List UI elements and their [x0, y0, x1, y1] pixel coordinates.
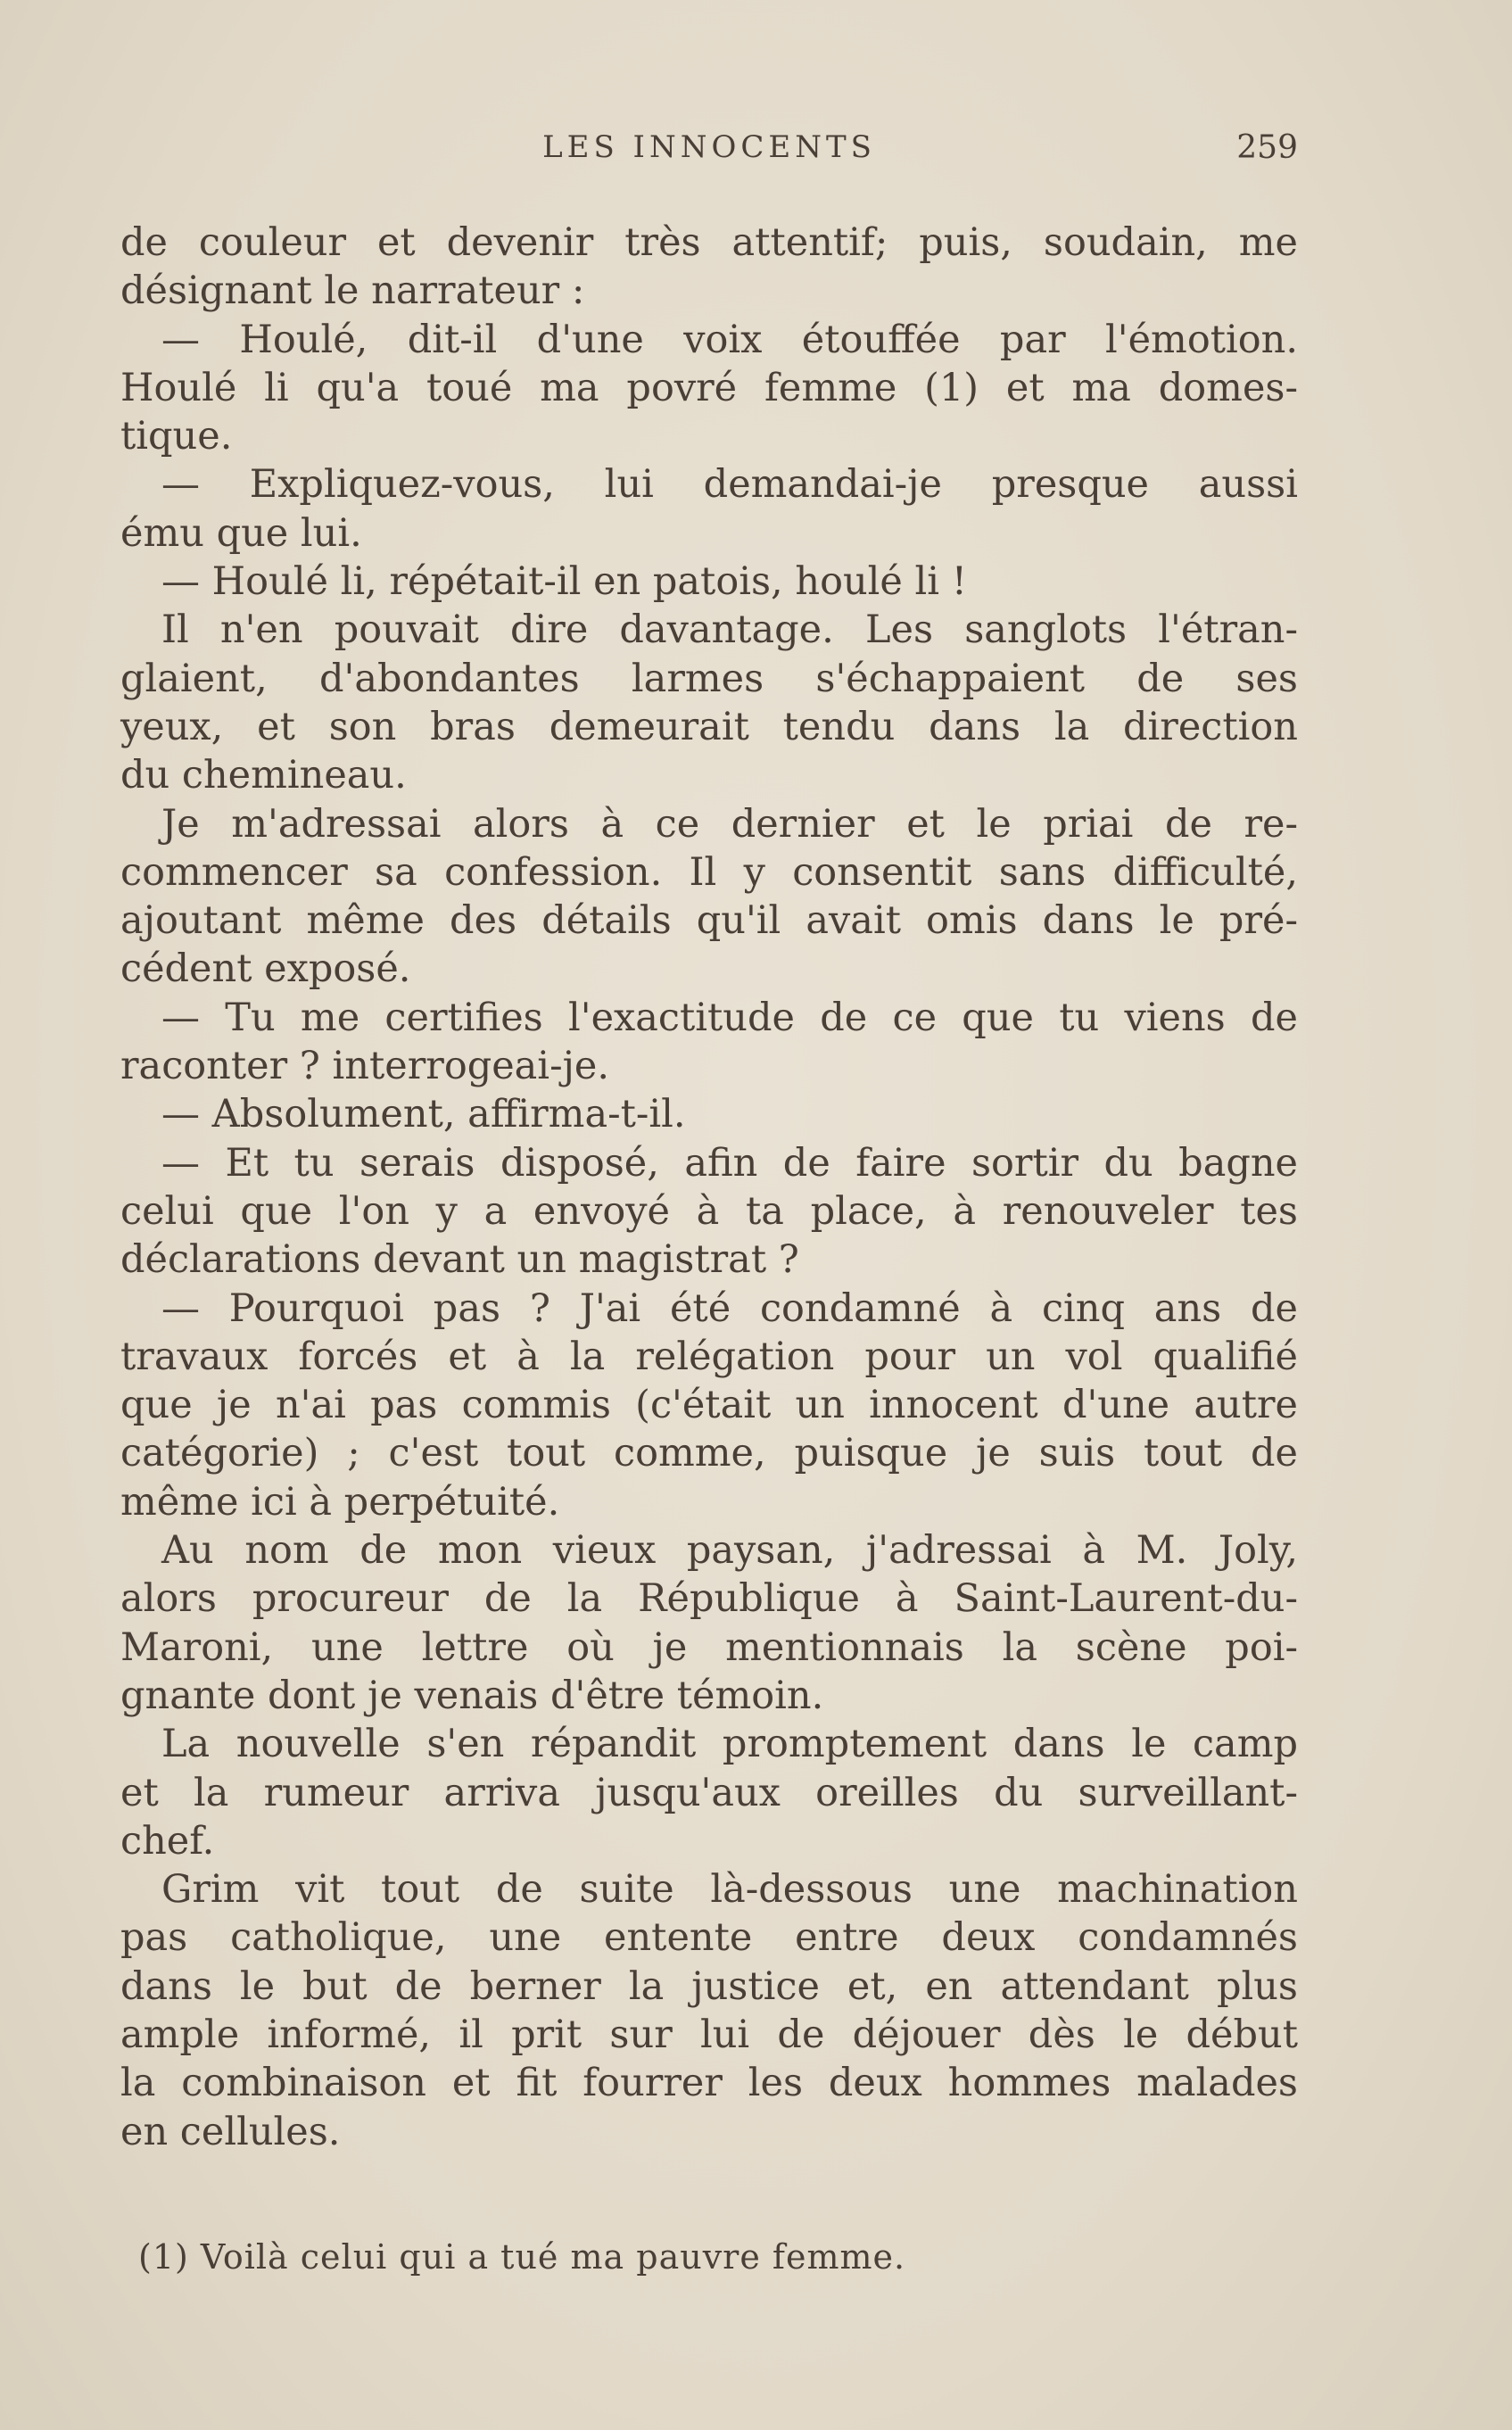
- text-line: ému que lui.: [120, 510, 362, 556]
- text-line: commencer sa confession. Il y consentit sans difficulté,: [120, 849, 1298, 895]
- running-head: LES INNOCENTS: [542, 129, 876, 165]
- text-line: — Et tu serais disposé, afin de faire sortir du bagne: [161, 1140, 1298, 1186]
- text-line: Houlé li qu'a toué ma povré femme (1) et ma domes-: [120, 365, 1298, 410]
- text-line: celui que l'on y a envoyé à ta place, à renouveler tes: [120, 1188, 1298, 1234]
- text-line: chef.: [120, 1818, 215, 1864]
- text-line: dans le but de berner la justice et, en attendant plus: [120, 1963, 1298, 2009]
- text-line: cédent exposé.: [120, 946, 411, 992]
- text-line: alors procureur de la République à Saint-Laurent-du-: [120, 1576, 1298, 1622]
- text-line: yeux, et son bras demeurait tendu dans la direction: [120, 704, 1298, 749]
- text-line: ajoutant même des détails qu'il avait omis dans le pré-: [120, 898, 1298, 944]
- text-line: travaux forcés et à la relégation pour un vol qualifié: [120, 1334, 1298, 1379]
- text-line: déclarations devant un magistrat ?: [120, 1237, 799, 1283]
- text-line: en cellules.: [120, 2109, 341, 2154]
- page-number: 259: [1236, 129, 1298, 166]
- text-line: même ici à perpétuité.: [120, 1479, 560, 1525]
- footnote: (1) Voilà celui qui a tué ma pauvre femme.: [138, 2237, 906, 2277]
- text-line: et la rumeur arriva jusqu'aux oreilles du surveillant-: [120, 1770, 1298, 1815]
- text-line: raconter ? interrogeai-je.: [120, 1044, 610, 1089]
- text-line: — Tu me certifies l'exactitude de ce que tu viens de: [161, 995, 1298, 1040]
- page-header: [120, 129, 1298, 174]
- body-text: [120, 219, 1298, 2156]
- text-line: Grim vit tout de suite là-dessous une machination: [161, 1867, 1298, 1913]
- text-line: de couleur et devenir très attentif; puis, soudain, me: [120, 220, 1298, 265]
- text-line: catégorie) ; c'est tout comme, puisque je suis tout de: [120, 1431, 1298, 1476]
- text-line: ample informé, il prit sur lui de déjouer dès le début: [120, 2012, 1298, 2057]
- text-line: Il n'en pouvait dire davantage. Les sanglots l'étran-: [161, 608, 1298, 653]
- text-line: la combinaison et fit fourrer les deux hommes malades: [120, 2061, 1298, 2106]
- text-line: — Houlé, dit-il d'une voix étouffée par l'émotion.: [161, 317, 1298, 362]
- text-line: Au nom de mon vieux paysan, j'adressai à M. Joly,: [161, 1528, 1298, 1574]
- text-line: du chemineau.: [120, 753, 407, 798]
- text-line: — Pourquoi pas ? J'ai été condamné à cinq ans de: [161, 1285, 1298, 1331]
- text-line: — Houlé li, répétait-il en patois, houlé li !: [161, 559, 967, 605]
- text-line: que je n'ai pas commis (c'était un innocent d'une autre: [120, 1383, 1298, 1428]
- text-line: tique.: [120, 414, 233, 459]
- text-line: — Absolument, affirma-t-il.: [161, 1092, 686, 1137]
- text-line: pas catholique, une entente entre deux condamnés: [120, 1915, 1298, 1961]
- text-line: — Expliquez-vous, lui demandai-je presque aussi: [161, 462, 1298, 508]
- text-line: Maroni, une lettre où je mentionnais la scène poi-: [120, 1624, 1298, 1670]
- text-line: désignant le narrateur :: [120, 269, 585, 314]
- text-line: gnante dont je venais d'être témoin.: [120, 1673, 824, 1718]
- text-line: Je m'adressai alors à ce dernier et le priai de re-: [161, 801, 1298, 847]
- text-line: La nouvelle s'en répandit promptement dans le camp: [161, 1722, 1298, 1767]
- text-line: glaient, d'abondantes larmes s'échappaient de ses: [120, 656, 1298, 701]
